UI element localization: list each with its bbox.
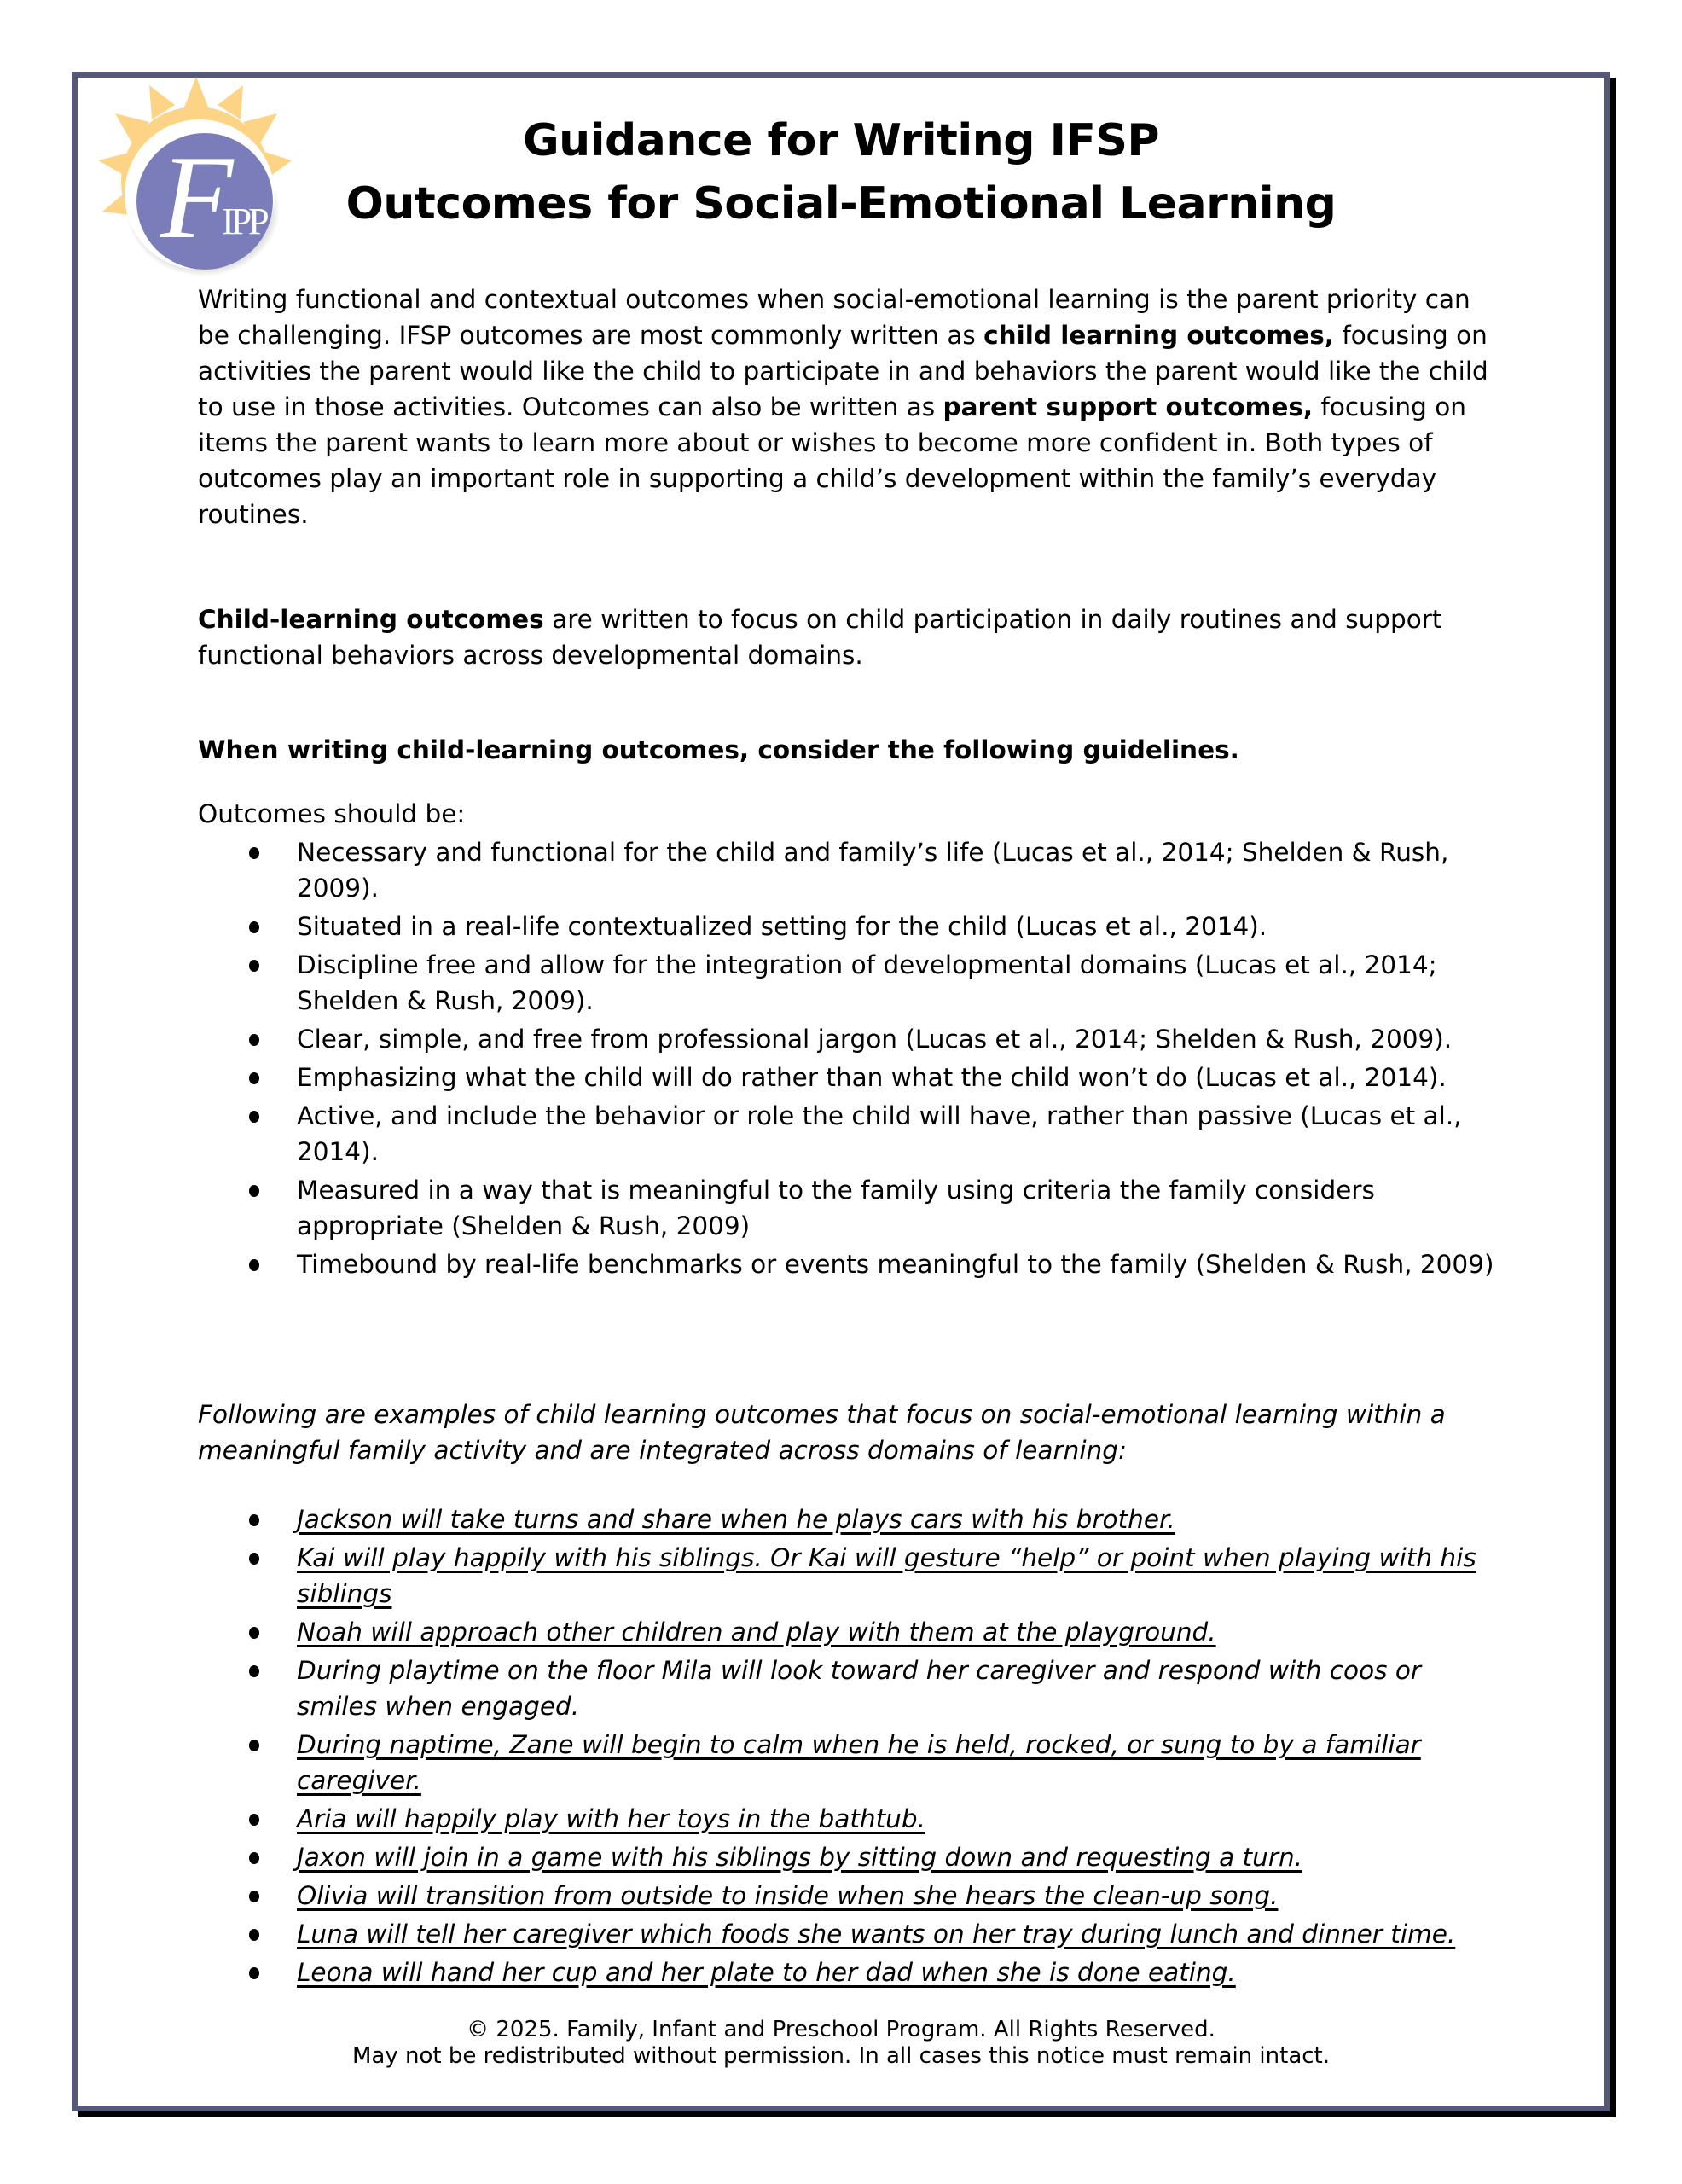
guidelines-list-section [198, 796, 1494, 1285]
bullet-icon [249, 1852, 259, 1864]
intro-bold-parent-support: parent support outcomes, [942, 392, 1314, 421]
svg-text:F: F [160, 131, 234, 264]
list-item-text: Emphasizing what the child will do rather than what the child won’t do (Lucas et al., 2014). [297, 1063, 1447, 1092]
copyright-footer [78, 2017, 1604, 2070]
example-text: Olivia will transition from outside to inside when she hears the clean-up song. [297, 1881, 1279, 1910]
copyright-line: © 2025. Family, Infant and Preschool Program. All Rights Reserved. [467, 2017, 1215, 2042]
list-item [198, 1021, 1494, 1057]
example-text: Aria will happily play with her toys in the bathtub. [297, 1804, 925, 1833]
example-item [198, 1801, 1494, 1837]
list-item [198, 947, 1494, 1019]
redistribution-notice: May not be redistributed without permission. In all cases this notice must remain intact. [351, 2043, 1331, 2069]
list-item [198, 1172, 1494, 1244]
bullet-icon [249, 1967, 259, 1979]
guidelines-heading: When writing child-learning outcomes, consider the following guidelines. [198, 735, 1239, 764]
example-item [198, 1540, 1494, 1612]
example-item [198, 1614, 1494, 1650]
list-item-text: Discipline free and allow for the integration of developmental domains (Lucas et al., 2014; Shelden & Rush, 2009). [297, 950, 1437, 1015]
list-item [198, 1098, 1494, 1170]
bullet-icon [249, 1553, 259, 1565]
bullet-icon [249, 1891, 259, 1902]
example-item [198, 1502, 1494, 1537]
guidelines-list [198, 834, 1494, 1282]
example-item [198, 1839, 1494, 1875]
examples-intro-text: Following are examples of child learning outcomes that focus on social-emotional learning within a meaningful family activity and are integrated across domains of learning: [198, 1400, 1446, 1465]
example-item [198, 1727, 1494, 1798]
example-text: During playtime on the floor Mila will look toward her caregiver and respond with coos or smiles when engaged. [297, 1656, 1422, 1721]
child-learning-text: are written to focus on child participation in daily routines and support functional behaviors across developmental domains. [198, 605, 1442, 670]
bullet-icon [249, 847, 259, 859]
document-title [256, 109, 1426, 235]
example-item [198, 1916, 1494, 1952]
bullet-icon [249, 1740, 259, 1751]
examples-section [198, 1502, 1494, 1993]
guidelines-lead: Outcomes should be: [198, 799, 466, 828]
intro-paragraph [198, 282, 1494, 532]
example-item [198, 1878, 1494, 1914]
example-text: Luna will tell her caregiver which foods she wants on her tray during lunch and dinner time. [297, 1920, 1456, 1949]
intro-text: focusing on items the parent wants to learn more about or wishes to become more confident in. Both types of outcomes play an important role in supporting a child’s development within the family’s everyday routines. [198, 392, 1466, 529]
bullet-icon [249, 1185, 259, 1197]
intro-text: focusing on activities the parent would like the child to participate in and behaviors the parent would like the child to use in those activities. Outcomes can also be written as [198, 321, 1488, 421]
list-item-text: Necessary and functional for the child and family’s life (Lucas et al., 2014; Shelden & Rush, 2009). [297, 838, 1449, 903]
child-learning-bold: Child-learning outcomes [198, 605, 544, 634]
example-item [198, 1955, 1494, 1990]
list-item [198, 834, 1494, 906]
bullet-icon [249, 921, 259, 933]
child-learning-paragraph [198, 601, 1494, 673]
bullet-icon [249, 1034, 259, 1046]
example-text: Leona will hand her cup and her plate to her dad when she is done eating. [297, 1958, 1236, 1987]
example-item [198, 1653, 1494, 1724]
example-text: Kai will play happily with his siblings. Or Kai will gesture “help” or point when playing with his siblings [297, 1543, 1476, 1608]
bullet-icon [249, 1665, 259, 1677]
list-item [198, 1060, 1494, 1095]
bullet-icon [249, 1929, 259, 1941]
bullet-icon [249, 1259, 259, 1271]
intro-text: Writing functional and contextual outcomes when social-emotional learning is the parent priority can be challenging. IFSP outcomes are most commonly written as [198, 285, 1470, 350]
list-item-text: Measured in a way that is meaningful to the family using criteria the family considers appropriate (Shelden & Rush, 2009) [297, 1176, 1375, 1240]
examples-intro [198, 1397, 1494, 1468]
bullet-icon [249, 1072, 259, 1084]
list-item-text: Active, and include the behavior or role the child will have, rather than passive (Lucas et al., 2014). [297, 1101, 1462, 1166]
example-text: Noah will approach other children and play with them at the playground. [297, 1618, 1216, 1647]
bullet-icon [249, 960, 259, 972]
bullet-icon [249, 1627, 259, 1639]
examples-list [198, 1502, 1494, 1990]
list-item [198, 1246, 1494, 1282]
svg-text:IPP: IPP [222, 200, 266, 242]
title-line-2: Outcomes for Social-Emotional Learning [345, 178, 1337, 229]
bullet-icon [249, 1514, 259, 1526]
guidelines-section [198, 732, 1494, 768]
title-line-1: Guidance for Writing IFSP [522, 115, 1160, 166]
example-text: Jaxon will join in a game with his siblings by sitting down and requesting a turn. [297, 1843, 1303, 1872]
list-item-text: Timebound by real-life benchmarks or events meaningful to the family (Shelden & Rush, 2009) [297, 1250, 1494, 1279]
list-item-text: Clear, simple, and free from professional jargon (Lucas et al., 2014; Shelden & Rush, 2009). [297, 1025, 1453, 1054]
example-text: Jackson will take turns and share when he plays cars with his brother. [297, 1505, 1175, 1534]
bullet-icon [249, 1111, 259, 1123]
bullet-icon [249, 1814, 259, 1826]
intro-bold-child-learning: child learning outcomes, [983, 321, 1334, 350]
list-item [198, 909, 1494, 944]
list-item-text: Situated in a real-life contextualized setting for the child (Lucas et al., 2014). [297, 912, 1267, 941]
example-text: During naptime, Zane will begin to calm when he is held, rocked, or sung to by a familiar caregiver. [297, 1730, 1421, 1795]
